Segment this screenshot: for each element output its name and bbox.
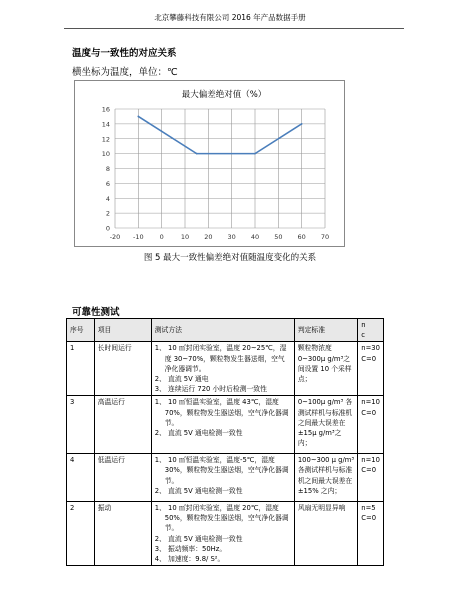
row-nc: n=10 C=0 [358,396,384,454]
row-method [151,342,294,396]
header-cell-criteria: 判定标准 [294,319,357,342]
chart-container [74,80,345,247]
reliability-table [66,318,384,566]
axis-note: 横坐标为温度，单位：℃ [72,67,178,78]
table-row [67,342,384,396]
figure-caption: 图 5 最大一致性偏差绝对值随温度变化的关系 [143,253,317,263]
y-tick-label: 12 [101,135,110,144]
method-step: 2、 直流 5V 通电 [154,374,209,383]
method-step: 4、 加速度：9.8/ S²。 [154,554,225,563]
data-point [196,153,198,155]
y-tick-label: 0 [105,224,110,233]
criteria-text: 颗粒物浓度 0~300μ g/m³之间设置 10 个采样点； [297,344,352,383]
x-tick-label: 30 [227,233,236,241]
x-tick-label: 40 [250,233,260,241]
series-line [138,116,301,153]
table-row [67,454,384,502]
criteria-text: 风扇无明显异响 [297,504,346,512]
method-step: 1、 10 ㎡恒温实验室，温度-5℃，湿度 30%，颗粒物发生器送烟，空气净化器调节。 [154,456,289,485]
row-item: 振动 [94,502,151,566]
method-step: 3、 连续运行 720 小时后检测一致性 [154,385,267,394]
x-tick-label: 70 [320,233,330,241]
chart-title: 最大偏差绝对值（%） [181,90,267,100]
row-no: 3 [67,396,95,454]
header-cell-nc: n c [358,319,384,342]
row-criteria [294,342,357,396]
row-item: 低温运行 [94,454,151,502]
y-tick-label: 10 [101,150,110,159]
row-nc: n=30 C=0 [358,342,384,396]
table-row [67,396,384,454]
row-criteria [294,396,357,454]
row-nc: n=5 C=0 [358,502,384,566]
method-step: 1、 10 ㎡封闭实验室，温度 20~25℃，湿度 30~70%，颗粒物发生器送烟，空气净化器调节。 [154,344,287,373]
x-tick-label: 0 [159,233,164,241]
header-cell-no: 序号 [67,319,95,342]
y-tick-label: 6 [105,179,110,188]
x-tick-label: 10 [180,233,190,241]
section-heading-reliability: 可靠性测试 [72,307,120,318]
table-header-row [67,319,384,342]
criteria-text: 0~100μ g/m³ 各测试样机与标准机之间最大误差在±15μ g/m³之内； [297,398,353,448]
row-no: 1 [67,342,95,396]
data-point [254,153,256,155]
method-step: 1、 10 ㎡恒温实验室，温度 43℃，湿度 70%，颗粒物发生器送烟，空气净化器调节。 [154,398,289,427]
method-step: 3、 振动频率：50Hz。 [154,544,227,553]
criteria-text: 100~300 μ g/m³ 各测试样机与标准机之间最大误差在±15% 之内； [297,456,355,495]
page-header: 北京攀藤科技有限公司 2016 年产品数据手册 [154,13,306,22]
row-nc: n=10 C=0 [358,454,384,502]
row-item: 长时间运行 [94,342,151,396]
method-step: 1、 10 ㎡封闭实验室，温度 20℃，湿度 50%，颗粒物发生器送烟，空气净化器调节。 [154,504,289,533]
method-step: 2、 直流 5V 通电检测一致性 [154,428,243,437]
data-point [137,116,139,118]
y-tick-label: 2 [105,209,110,218]
row-criteria [294,502,357,566]
row-method [151,502,294,566]
table-row [67,502,384,566]
row-method [151,454,294,502]
row-item: 高温运行 [94,396,151,454]
x-tick-label: -20 [109,233,121,241]
y-tick-label: 14 [101,120,110,129]
x-tick-label: 50 [274,233,283,241]
section-heading-temperature: 温度与一致性的对应关系 [72,48,177,59]
header-cell-method: 测试方法 [151,319,294,342]
row-no: 4 [67,454,95,502]
header-cell-item: 项目 [94,319,151,342]
line-chart [75,81,344,246]
y-tick-label: 4 [105,194,110,203]
y-tick-label: 16 [101,105,110,114]
header-divider [64,28,404,29]
method-step: 2、 直流 5V 通电检测一致性 [154,486,243,495]
x-tick-label: -10 [133,233,144,241]
data-point [301,123,303,125]
row-method [151,396,294,454]
row-no: 2 [67,502,95,566]
x-tick-label: 20 [204,233,213,241]
x-tick-label: 60 [297,233,306,241]
method-step: 2、 直流 5V 通电检测一致性 [154,534,243,543]
y-tick-label: 8 [105,165,110,173]
row-criteria [294,454,357,502]
